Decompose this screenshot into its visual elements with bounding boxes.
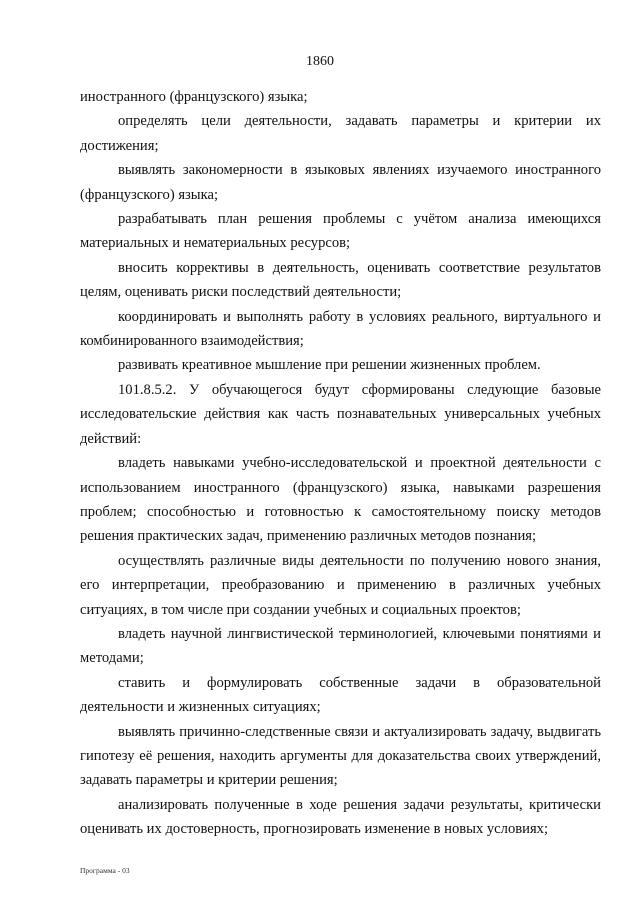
paragraph: координировать и выполнять работу в условиях реального, виртуального и комбинированного взаимодействия; <box>80 308 601 350</box>
document-body <box>80 85 601 842</box>
paragraph: иностранного (французского) языка; <box>80 89 308 105</box>
page-number: 1860 <box>306 54 334 69</box>
paragraph: анализировать полученные в ходе решения задачи результаты, критически оценивать их достоверность, прогнозировать изменение в новых условиях; <box>80 796 601 838</box>
paragraph: выявлять закономерности в языковых явлениях изучаемого иностранного (французского) языка; <box>80 162 601 203</box>
paragraph: осуществлять различные виды деятельности по получению нового знания, его интерпретации, преобразованию и применению в различных учебных ситуациях, в том числе при создании учебных и социальных проектов; <box>80 552 601 618</box>
paragraph: определять цели деятельности, задавать параметры и критерии их достижения; <box>80 113 601 154</box>
paragraph: владеть научной лингвистической терминологией, ключевыми понятиями и методами; <box>80 625 601 667</box>
section-paragraph: 101.8.5.2. У обучающегося будут сформированы следующие базовые исследовательские действия как часть познавательных универсальных учебных действий: <box>80 381 601 447</box>
paragraph: вносить коррективы в деятельность, оценивать соответствие результатов целям, оценивать риски последствий деятельности; <box>80 259 601 301</box>
paragraph: выявлять причинно-следственные связи и актуализировать задачу, выдвигать гипотезу её решения, находить аргументы для доказательства своих утверждений, задавать параметры и критерии решения; <box>80 723 601 789</box>
paragraph: ставить и формулировать собственные задачи в образовательной деятельности и жизненных ситуациях; <box>80 674 601 716</box>
paragraph: разрабатывать план решения проблемы с учётом анализа имеющихся материальных и нематериальных ресурсов; <box>80 211 601 252</box>
paragraph: развивать креативное мышление при решении жизненных проблем. <box>118 357 541 374</box>
paragraph: владеть навыками учебно-исследовательской и проектной деятельности с использованием иностранного (французского) языка, навыками разрешения проблем; способностью и готовностью к самостоятельному поиску методов решения практических задач, применению различных методов познания; <box>80 455 601 545</box>
page-footer: Программа - 03 <box>80 866 130 875</box>
